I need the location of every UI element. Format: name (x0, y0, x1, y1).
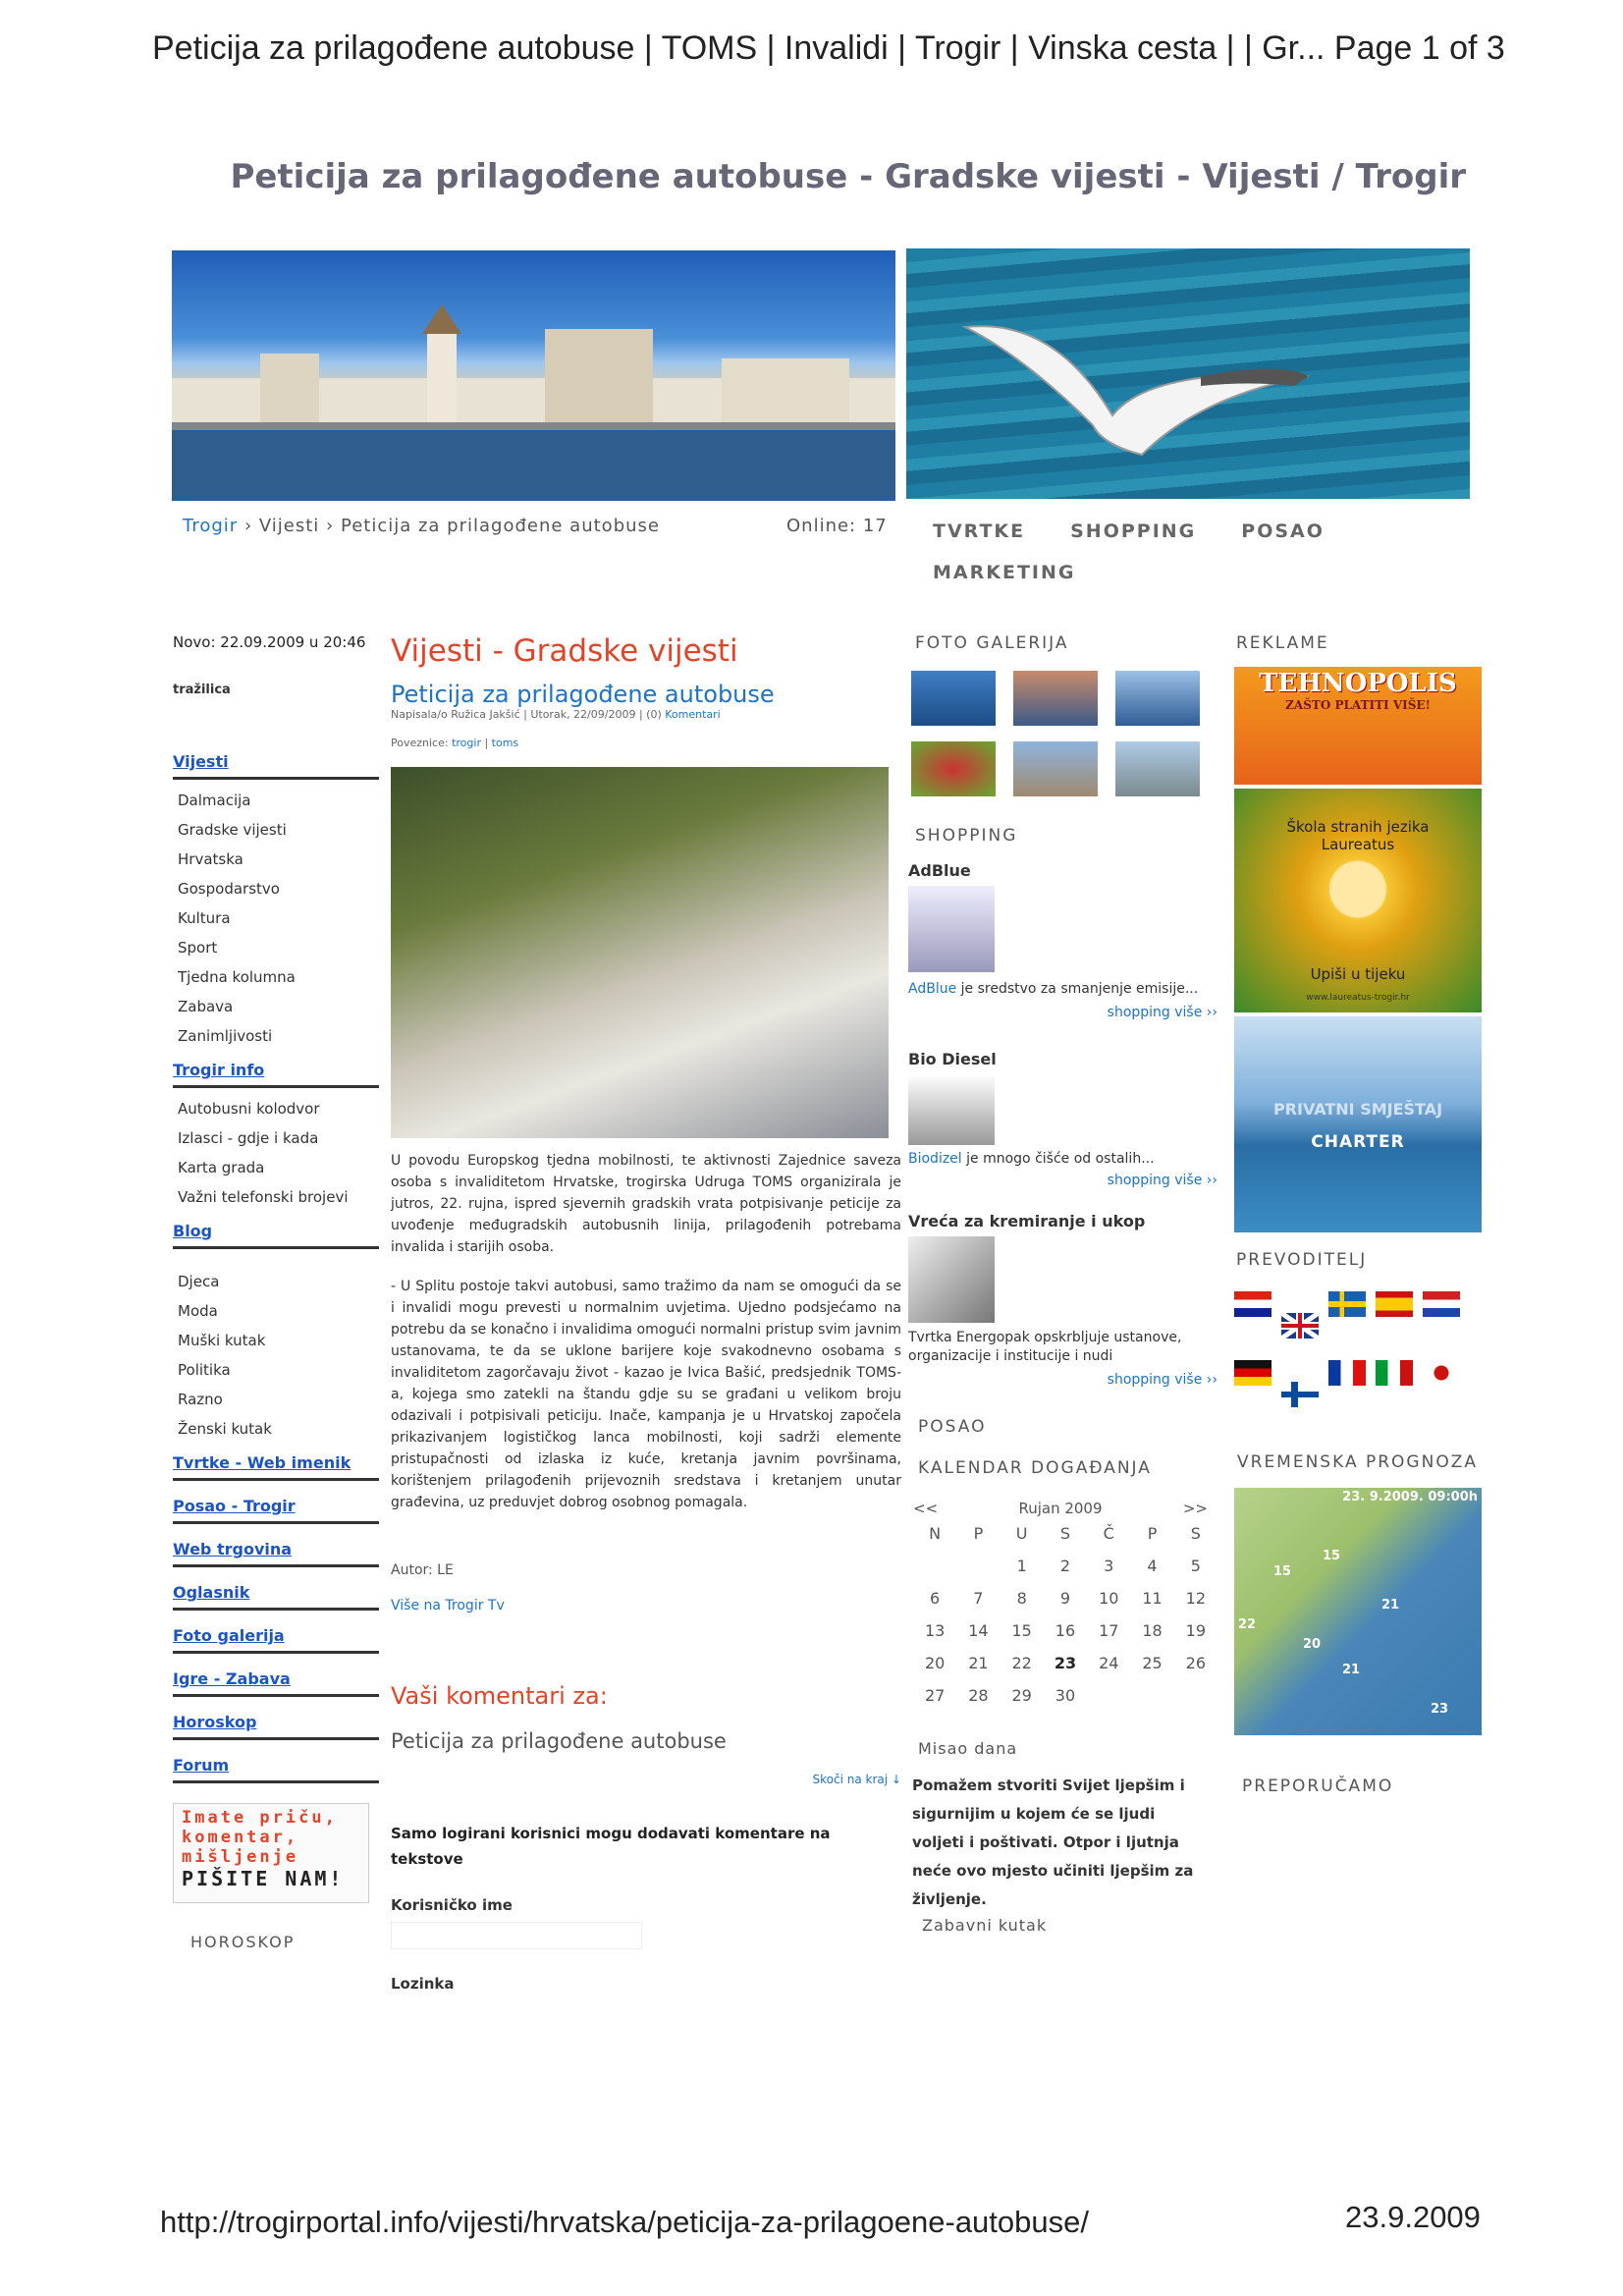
calendar-day[interactable]: 8 (1016, 1589, 1027, 1608)
flag-germany-icon[interactable] (1234, 1360, 1271, 1386)
weather-temp: 21 (1381, 1598, 1400, 1613)
breadcrumb-sep: › (243, 516, 253, 536)
calendar-weekday: P (1147, 1524, 1158, 1543)
ad-url: www.laureatus-trogir.hr (1306, 993, 1410, 1003)
sidebar-item-hrvatska[interactable]: Hrvatska (178, 850, 243, 868)
weather-temp: 15 (1323, 1549, 1341, 1563)
right-column-1 (908, 633, 1217, 1935)
misao-heading: Misao dana (918, 1739, 1018, 1758)
sidebar-link-forum[interactable]: Forum (173, 1756, 379, 1783)
comments-link[interactable]: Komentari (665, 708, 721, 721)
search-label[interactable]: tražilica (173, 683, 231, 697)
calendar-day[interactable]: 30 (1055, 1686, 1076, 1705)
calendar-week (913, 1647, 1217, 1679)
article-title[interactable]: Peticija za prilagođene autobuse (391, 681, 775, 708)
calendar-day[interactable]: 14 (968, 1621, 989, 1640)
calendar-heading: KALENDAR DOGAĐANJA (918, 1458, 1152, 1478)
calendar-day[interactable]: 5 (1190, 1557, 1201, 1575)
shopping-more-link[interactable]: shopping više ›› (1107, 1005, 1217, 1020)
preporucamo-heading: PREPORUČAMO (1242, 1777, 1394, 1796)
sidebar-item-telefonski-brojevi[interactable]: Važni telefonski brojevi (178, 1188, 349, 1206)
weather-heading: VREMENSKA PROGNOZA (1237, 1452, 1478, 1472)
ad-title: PRIVATNI SMJEŠTAJ (1272, 1100, 1443, 1119)
calendar-day[interactable]: 15 (1011, 1621, 1032, 1640)
weather-temp: 20 (1303, 1637, 1322, 1652)
left-sidebar (173, 633, 379, 1951)
ad-laureatus[interactable] (1234, 789, 1482, 1012)
calendar-day[interactable]: 23 (1054, 1654, 1077, 1672)
weather-temp: 15 (1273, 1564, 1292, 1579)
calendar-day[interactable]: 20 (924, 1654, 946, 1672)
article-paragraph-1: U povodu Europskog tjedna mobilnosti, te aktivnosti Zajednice saveza osoba s invaliditetom Hrvatske, trogirska Udruga TOMS organizirala je jutros, 22. rujna, ispred sjevernih gradskih vrata potpisivanje peticije za uvođenje međugradskih autobusnih linija, prilagođenih potrebama invalida i starijih osoba. (391, 1153, 901, 1255)
jump-to-end-link[interactable]: Skoči na kraj ↓ (812, 1773, 901, 1786)
calendar-day (1087, 1679, 1130, 1712)
sidebar-link-igre[interactable]: Igre - Zabava (173, 1669, 379, 1697)
flag-uk-icon[interactable] (1281, 1313, 1319, 1339)
ad-subtitle: Upiši u tijeku (1310, 965, 1406, 983)
photo-gallery (908, 665, 1217, 806)
calendar-week (913, 1550, 1217, 1582)
calendar-month: Rujan 2009 (1018, 1500, 1103, 1517)
calendar-header (913, 1500, 1208, 1517)
sidebar-link-tvrtke[interactable]: Tvrtke - Web imenik (173, 1453, 379, 1481)
breadcrumb-sep: › (326, 516, 335, 536)
gallery-thumb[interactable] (911, 741, 996, 796)
calendar-day[interactable]: 4 (1147, 1557, 1158, 1575)
product-link[interactable]: AdBlue (908, 981, 957, 997)
calendar-day[interactable]: 22 (1011, 1654, 1032, 1672)
product-text: je sredstvo za smanjenje emisije... (960, 981, 1199, 997)
horoskop-heading: HOROSKOP (190, 1933, 296, 1951)
ad-subtitle: ZAŠTO PLATITI VIŠE! (1285, 698, 1431, 712)
sidebar-item-sport[interactable]: Sport (178, 939, 218, 957)
sidebar-link-horoskop[interactable]: Horoskop (173, 1713, 379, 1740)
ad-title: TEHNOPOLIS (1259, 669, 1457, 698)
product-link[interactable]: Biodizel (908, 1151, 962, 1167)
footer-date: 23.9.2009 (1345, 2200, 1481, 2234)
calendar (913, 1500, 1217, 1712)
sidebar-item-gospodarstvo[interactable]: Gospodarstvo (178, 880, 280, 898)
flag-croatia-icon[interactable] (1234, 1291, 1271, 1317)
sidebar-link-posao[interactable]: Posao - Trogir (173, 1497, 379, 1524)
calendar-weekday: N (929, 1524, 942, 1543)
calendar-day[interactable]: 18 (1142, 1621, 1163, 1640)
calendar-day[interactable]: 1 (1016, 1557, 1027, 1575)
calendar-week (913, 1614, 1217, 1647)
sidebar-item-gradske-vijesti[interactable]: Gradske vijesti (178, 821, 287, 839)
product-desc: Tvrtka Energopak opskrbljuje ustanove, organizacije i institucije i nudi (908, 1330, 1182, 1364)
calendar-weekday: P (973, 1524, 984, 1543)
login-note: Samo logirani korisnici mogu dodavati komentare na tekstove (391, 1825, 831, 1868)
product-desc (908, 1151, 1217, 1167)
article-byline (391, 708, 901, 721)
calendar-day[interactable]: 16 (1055, 1621, 1076, 1640)
product-image[interactable] (908, 1074, 995, 1145)
sidebar-item-djeca[interactable]: Djeca (178, 1273, 220, 1290)
sidebar-item-muski-kutak[interactable]: Muški kutak (178, 1332, 266, 1349)
calendar-day[interactable]: 25 (1142, 1654, 1163, 1672)
shopping-more-link[interactable]: shopping više ›› (1107, 1173, 1217, 1188)
gallery-thumb[interactable] (1013, 741, 1098, 796)
calendar-prev[interactable]: << (913, 1500, 939, 1517)
weather-time: 23. 9.2009. 09:00h (1342, 1490, 1478, 1504)
calendar-day[interactable]: 12 (1185, 1589, 1206, 1608)
translator-flags (1234, 1291, 1480, 1429)
calendar-day[interactable]: 10 (1099, 1589, 1119, 1608)
sidebar-item-zenski-kutak[interactable]: Ženski kutak (178, 1420, 272, 1438)
article-photo (391, 767, 889, 1138)
calendar-day[interactable]: 6 (930, 1589, 941, 1608)
flag-netherlands-icon[interactable] (1423, 1291, 1460, 1317)
calendar-weekday: S (1059, 1524, 1071, 1543)
right-column-2 (1234, 633, 1480, 1796)
nav-tvrtke[interactable]: TVRTKE (933, 520, 1026, 542)
promo-line3: mišljenje (182, 1847, 299, 1867)
misao-text: Pomažem stvoriti Svijet ljepšim i sigurnijim u kojem će se ljudi voljeti i poštivati. Otpor i ljutnja neće ovo mjesto učiniti ljepšim za življenje. (912, 1777, 1194, 1908)
breadcrumb-home[interactable]: Trogir (183, 516, 239, 536)
calendar-day (956, 1550, 1000, 1582)
calendar-day[interactable]: 19 (1185, 1621, 1206, 1640)
ad-charter[interactable] (1234, 1016, 1482, 1232)
gallery-thumb[interactable] (1013, 671, 1098, 726)
calendar-day (913, 1550, 956, 1582)
password-label: Lozinka (391, 1975, 455, 1993)
footer-url: http://trogirportal.info/vijesti/hrvatska/peticija-za-prilagoene-autobuse/ (160, 2205, 1089, 2239)
sidebar-link-oglasnik[interactable]: Oglasnik (173, 1583, 379, 1611)
weather-temp: 21 (1342, 1663, 1361, 1677)
gallery-thumb[interactable] (1115, 741, 1200, 796)
calendar-day[interactable]: 24 (1099, 1654, 1119, 1672)
sidebar-link-web-trgovina[interactable]: Web trgovina (173, 1540, 379, 1567)
flag-finland-icon[interactable] (1281, 1382, 1319, 1407)
comments-subject: Peticija za prilagođene autobuse (391, 1729, 727, 1753)
gallery-thumb[interactable] (911, 671, 996, 726)
calendar-day[interactable]: 11 (1142, 1589, 1163, 1608)
calendar-day (1174, 1679, 1217, 1712)
username-label: Korisničko ime (391, 1896, 513, 1914)
ad-tehnopolis[interactable] (1234, 667, 1482, 785)
nav-marketing[interactable]: MARKETING (933, 562, 1076, 583)
article-column (391, 633, 901, 1993)
promo-line2: komentar, (182, 1828, 299, 1847)
sidebar-item-kultura[interactable]: Kultura (178, 909, 231, 927)
product-desc (908, 980, 1217, 999)
sidebar-item-zanimljivosti[interactable]: Zanimljivosti (178, 1027, 273, 1045)
top-nav (933, 511, 1325, 593)
product-image[interactable] (908, 886, 995, 972)
product-adblue (908, 861, 1217, 1020)
more-link[interactable]: Više na Trogir Tv (391, 1598, 505, 1613)
nav-shopping[interactable]: SHOPPING (1070, 520, 1197, 542)
tag-trogir[interactable]: trogir (452, 737, 481, 749)
calendar-week (913, 1679, 1217, 1712)
weather-temp: 22 (1238, 1617, 1257, 1632)
breadcrumb-current: Peticija za prilagođene autobuse (340, 516, 660, 536)
print-header: Peticija za prilagođene autobuse | TOMS | Invalidi | Trogir | Vinska cesta | | Gr... Page 1 of 3 (152, 29, 1505, 67)
calendar-day[interactable]: 9 (1059, 1589, 1071, 1608)
calendar-day[interactable]: 17 (1099, 1621, 1119, 1640)
flag-sweden-icon[interactable] (1328, 1291, 1366, 1317)
shopping-more-link[interactable]: shopping više ›› (1107, 1372, 1217, 1388)
article-author: Autor: LE (391, 1562, 454, 1578)
calendar-weekday: S (1190, 1524, 1201, 1543)
online-count: Online: 17 (786, 516, 888, 536)
sidebar-item-moda[interactable]: Moda (178, 1302, 218, 1320)
sidebar-item-karta-grada[interactable]: Karta grada (178, 1159, 265, 1176)
novo-timestamp: Novo: 22.09.2009 u 20:46 (173, 633, 366, 651)
product-text: je mnogo čišće od ostalih... (966, 1151, 1155, 1167)
flag-france-icon[interactable] (1328, 1360, 1366, 1386)
product-name[interactable]: Vreća za kremiranje i ukop (908, 1212, 1146, 1230)
promo-line4: PIŠITE NAM! (182, 1867, 345, 1890)
prevoditelj-heading: PREVODITELJ (1236, 1250, 1368, 1270)
sidebar-item-politika[interactable]: Politika (178, 1361, 231, 1379)
flag-italy-icon[interactable] (1376, 1360, 1413, 1386)
weather-temp: 23 (1431, 1702, 1449, 1717)
product-vreca (908, 1212, 1217, 1388)
sidebar-item-zabava[interactable]: Zabava (178, 998, 234, 1015)
flag-spain-icon[interactable] (1376, 1291, 1413, 1317)
reklame-heading: REKLAME (1236, 633, 1329, 653)
comments-heading: Vaši komentari za: (391, 1682, 608, 1710)
sidebar-link-foto-galerija[interactable]: Foto galerija (173, 1626, 379, 1654)
calendar-day[interactable]: 28 (968, 1686, 989, 1705)
weather-map[interactable] (1234, 1488, 1482, 1735)
breadcrumb-section[interactable]: Vijesti (258, 516, 320, 536)
calendar-weekdays (913, 1517, 1217, 1550)
calendar-day[interactable]: 13 (924, 1621, 946, 1640)
zabavni-kutak-heading: Zabavni kutak (922, 1916, 1048, 1935)
sidebar-item-izlasci[interactable]: Izlasci - gdje i kada (178, 1129, 319, 1147)
ad-title: Škola stranih jezika Laureatus (1286, 818, 1430, 853)
flag-japan-icon[interactable] (1423, 1360, 1460, 1386)
calendar-day[interactable]: 27 (924, 1686, 946, 1705)
calendar-weekday: U (1015, 1524, 1028, 1543)
calendar-day[interactable]: 26 (1185, 1654, 1206, 1672)
product-name[interactable]: AdBlue (908, 861, 971, 880)
sidebar-item-autobusni-kolodvor[interactable]: Autobusni kolodvor (178, 1100, 320, 1118)
sidebar-heading-trogir-info[interactable]: Trogir info (173, 1061, 379, 1088)
sidebar-heading-blog[interactable]: Blog (173, 1222, 379, 1249)
page-title: Peticija za prilagođene autobuse - Gradske vijesti - Vijesti / Trogir (230, 157, 1466, 196)
banner-seagull-image (906, 248, 1470, 499)
promo-line1: Imate priču, (182, 1808, 338, 1828)
section-heading: Vijesti - Gradske vijesti (391, 633, 738, 669)
sidebar-item-tjedna-kolumna[interactable]: Tjedna kolumna (178, 968, 296, 986)
calendar-day[interactable]: 7 (973, 1589, 984, 1608)
nav-posao[interactable]: POSAO (1241, 520, 1325, 542)
breadcrumb (183, 516, 660, 536)
article-paragraph-2: - U Splitu postoje takvi autobusi, samo tražimo da nam se omogući da se i invalidi mogu prevesti u normalnim uvjetima. Ujedno podsjećamo na potrebu da se konačno i invalidima omogući normalni pristup svim javnim ustanovama, te da se uklone barijere koje svakodnevno osobama s invaliditetom zagorčavaju život - kazao je Ivica Bašić, predsjednik TOMS-a, kojega smo zatekli na štandu gdje su se građani u velikom broju odazivali i potpisivali peticiju. Inače, kampanja je u Hrvatskoj započela prikazivanjem logističkog lanca mobilnosti, koji sadrži elemente pristupačnosti od izlaska iz kuće, kretanja javnim površinama, korištenjem prilagođenih prijevoznih sredstava i kretanjem unutar građevina, uz preduvjet dobrog osobnog pomagala. (391, 1279, 901, 1510)
article-tags: Poveznice: trogir | toms (391, 737, 519, 749)
calendar-day[interactable]: 21 (968, 1654, 989, 1672)
username-input[interactable] (391, 1922, 642, 1949)
sidebar-item-razno[interactable]: Razno (178, 1391, 223, 1408)
calendar-weekday: Č (1103, 1524, 1114, 1543)
banner-town-image (172, 250, 895, 501)
product-name[interactable]: Bio Diesel (908, 1050, 997, 1068)
product-biodiesel (908, 1050, 1217, 1188)
calendar-day[interactable]: 2 (1059, 1557, 1071, 1575)
posao-heading: POSAO (918, 1417, 987, 1437)
sidebar-item-dalmacija[interactable]: Dalmacija (178, 792, 251, 809)
write-to-us-promo[interactable] (173, 1803, 369, 1903)
sidebar-heading-vijesti[interactable]: Vijesti (173, 752, 379, 780)
calendar-week (913, 1582, 1217, 1614)
calendar-grid (913, 1517, 1217, 1712)
product-image[interactable] (908, 1236, 995, 1323)
byline-text: Napisala/o Ružica Jakšić | Utorak, 22/09/2009 | (0) (391, 708, 662, 721)
tags-label: Poveznice: (391, 737, 449, 749)
tag-toms[interactable]: toms (491, 737, 519, 749)
shopping-heading: SHOPPING (915, 826, 1018, 846)
calendar-day (1130, 1679, 1173, 1712)
calendar-next[interactable]: >> (1182, 1500, 1208, 1517)
gallery-thumb[interactable] (1115, 671, 1200, 726)
gallery-heading: FOTO GALERIJA (915, 633, 1069, 653)
calendar-day[interactable]: 29 (1011, 1686, 1032, 1705)
ad-subtitle: CHARTER (1311, 1132, 1405, 1152)
calendar-day[interactable]: 3 (1104, 1557, 1114, 1575)
